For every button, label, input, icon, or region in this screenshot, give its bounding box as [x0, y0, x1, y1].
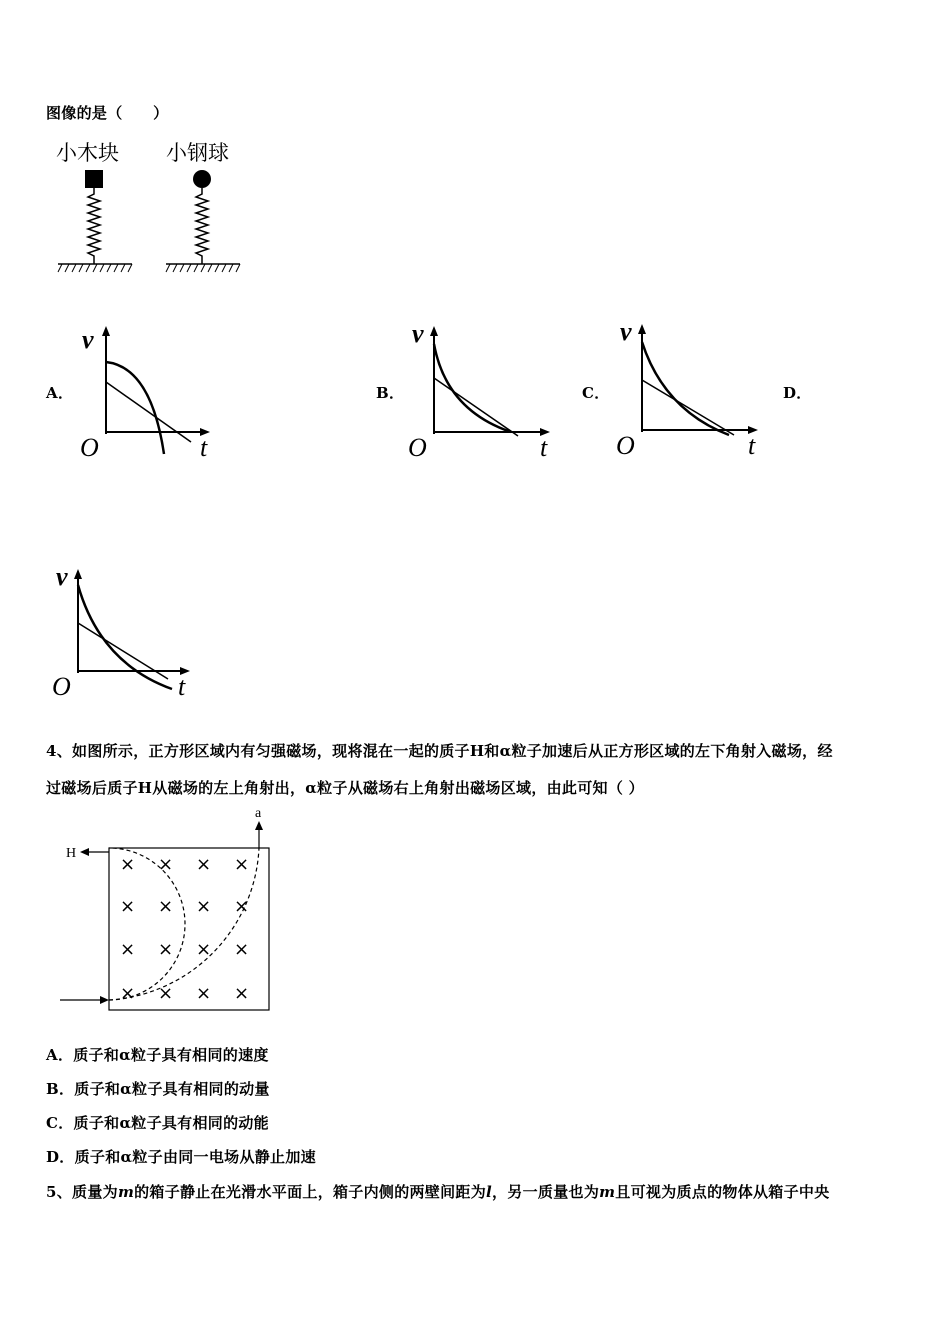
svg-text:×: × — [158, 983, 174, 1004]
spring-left — [88, 188, 100, 264]
svg-text:×: × — [196, 939, 212, 960]
svg-text:v: v — [82, 325, 94, 354]
q4-option-a[interactable]: A．质子和α粒子具有相同的速度 — [46, 1046, 269, 1064]
proton-label: H — [66, 846, 77, 861]
graph-a — [76, 322, 216, 462]
svg-text:t: t — [200, 433, 208, 462]
q4-line-2: 过磁场后质子H从磁场的左上角射出，α粒子从磁场右上角射出磁场区域，由此可知（ ） — [46, 779, 644, 797]
q5-line-1: 5、质量为m的箱子静止在光滑水平面上，箱子内侧的两壁间距为l，另一质量也为m且可视为质点的物体从箱子中央 — [46, 1183, 830, 1201]
q4-option-c[interactable]: C．质子和α粒子具有相同的动能 — [46, 1114, 269, 1132]
svg-text:×: × — [234, 939, 250, 960]
spring-right — [196, 188, 208, 264]
svg-text:t: t — [178, 672, 186, 701]
graph-b-curve — [434, 344, 511, 432]
graph-b — [406, 322, 556, 462]
svg-text:×: × — [196, 896, 212, 917]
svg-text:v: v — [620, 320, 632, 346]
svg-text:v: v — [412, 322, 424, 348]
magnetic-field-figure — [56, 804, 296, 1014]
svg-text:×: × — [120, 939, 136, 960]
q4-option-d[interactable]: D．质子和α粒子由同一电场从静止加速 — [46, 1148, 316, 1166]
graph-c — [614, 320, 764, 460]
svg-text:t: t — [748, 431, 756, 460]
svg-text:×: × — [120, 854, 136, 875]
q3-stem-tail: 图像的是（ ） — [46, 104, 169, 122]
svg-text:×: × — [158, 939, 174, 960]
option-c-label[interactable]: C． — [582, 384, 610, 402]
option-d-label[interactable]: D． — [783, 384, 812, 402]
wood-block — [85, 170, 103, 188]
steel-ball — [193, 170, 211, 188]
svg-text:×: × — [120, 983, 136, 1004]
wood-block-label: 小木块 — [56, 141, 119, 165]
steel-ball-label: 小钢球 — [166, 141, 229, 165]
svg-text:×: × — [234, 854, 250, 875]
graph-b-line — [434, 378, 518, 436]
svg-text:v: v — [56, 565, 68, 591]
svg-text:O: O — [616, 431, 635, 460]
svg-text:×: × — [158, 896, 174, 917]
svg-text:×: × — [234, 896, 250, 917]
svg-text:×: × — [196, 854, 212, 875]
graph-a-curve — [106, 362, 164, 454]
q4-line-1: 4、如图所示，正方形区域内有匀强磁场，现将混在一起的质子H和α粒子加速后从正方形区域的左下角射入磁场，经 — [46, 742, 833, 760]
svg-text:t: t — [540, 433, 548, 462]
alpha-label: a — [255, 806, 262, 821]
svg-text:×: × — [158, 854, 174, 875]
svg-text:O: O — [408, 433, 427, 462]
ground-hatch — [58, 264, 240, 272]
svg-text:×: × — [234, 983, 250, 1004]
graph-c-line — [642, 380, 734, 435]
svg-text:O: O — [52, 672, 71, 701]
option-b-label[interactable]: B． — [376, 384, 405, 402]
graph-d — [50, 565, 200, 705]
proton-exit-arrow — [80, 848, 89, 856]
option-a-label[interactable]: A． — [46, 384, 74, 402]
spring-figure — [50, 138, 250, 278]
q4-option-b[interactable]: B．质子和α粒子具有相同的动量 — [46, 1080, 270, 1098]
svg-text:×: × — [120, 896, 136, 917]
svg-text:O: O — [80, 433, 99, 462]
svg-text:×: × — [196, 983, 212, 1004]
alpha-exit-arrow — [255, 821, 263, 830]
